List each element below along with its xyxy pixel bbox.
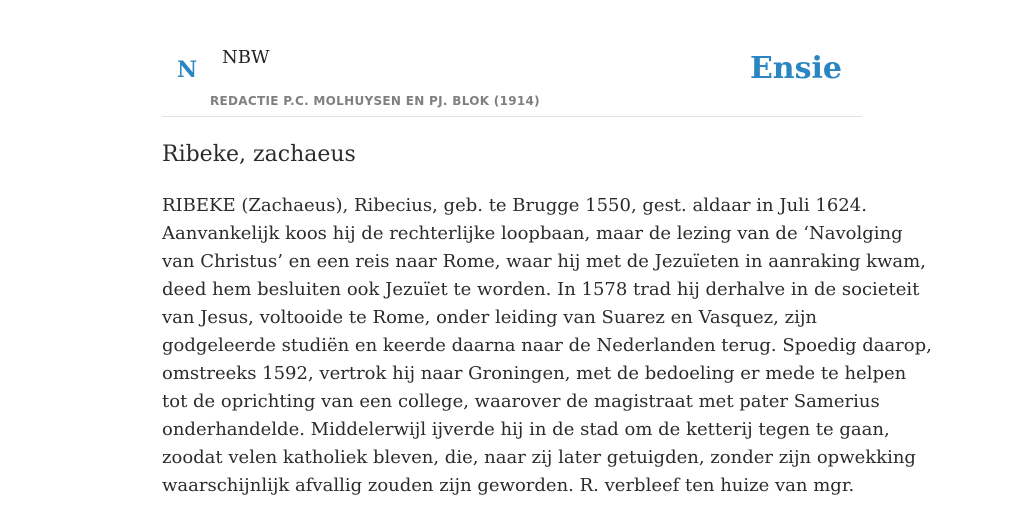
brand-logo[interactable]: Ensie bbox=[749, 51, 842, 86]
source-logo-icon[interactable]: N bbox=[177, 57, 198, 83]
source-name[interactable]: NBW bbox=[222, 47, 270, 68]
source-header bbox=[162, 0, 862, 117]
article-line: van Jesus, voltooide te Rome, onder leiding van Suarez en Vasquez, zijn bbox=[162, 307, 818, 328]
article-line: van Christus’ en een reis naar Rome, waar hij met de Jezuïeten in aanraking kwam, bbox=[162, 251, 926, 272]
article-line: omstreeks 1592, vertrok hij naar Groningen, met de bedoeling er mede te helpen bbox=[162, 363, 907, 384]
article-line: godgeleerde studiën en keerde daarna naar de Nederlanden terug. Spoedig daarop, bbox=[162, 335, 932, 356]
article-line: onderhandelde. Middelerwijl ijverde hij in de stad om de ketterij tegen te gaan, bbox=[162, 419, 890, 440]
article-line: waarschijnlijk afvallig zouden zijn geworden. R. verbleef ten huize van mgr. bbox=[162, 475, 855, 496]
article-line: zoodat velen katholiek bleven, die, naar zij later getuigden, zonder zijn opwekking bbox=[162, 447, 916, 468]
article-title: Ribeke, zachaeus bbox=[162, 142, 356, 167]
article-line: RIBEKE (Zachaeus), Ribecius, geb. te Brugge 1550, gest. aldaar in Juli 1624. bbox=[162, 195, 867, 216]
source-subtitle: REDACTIE P.C. MOLHUYSEN EN PJ. BLOK (1914) bbox=[210, 94, 540, 108]
article-line: deed hem besluiten ook Jezuïet te worden. In 1578 trad hij derhalve in de societeit bbox=[162, 279, 920, 300]
article-line: Aanvankelijk koos hij de rechterlijke loopbaan, maar de lezing van de ‘Navolging bbox=[162, 223, 903, 244]
article-body bbox=[162, 192, 932, 500]
article-line: tot de oprichting van een college, waarover de magistraat met pater Samerius bbox=[162, 391, 880, 412]
